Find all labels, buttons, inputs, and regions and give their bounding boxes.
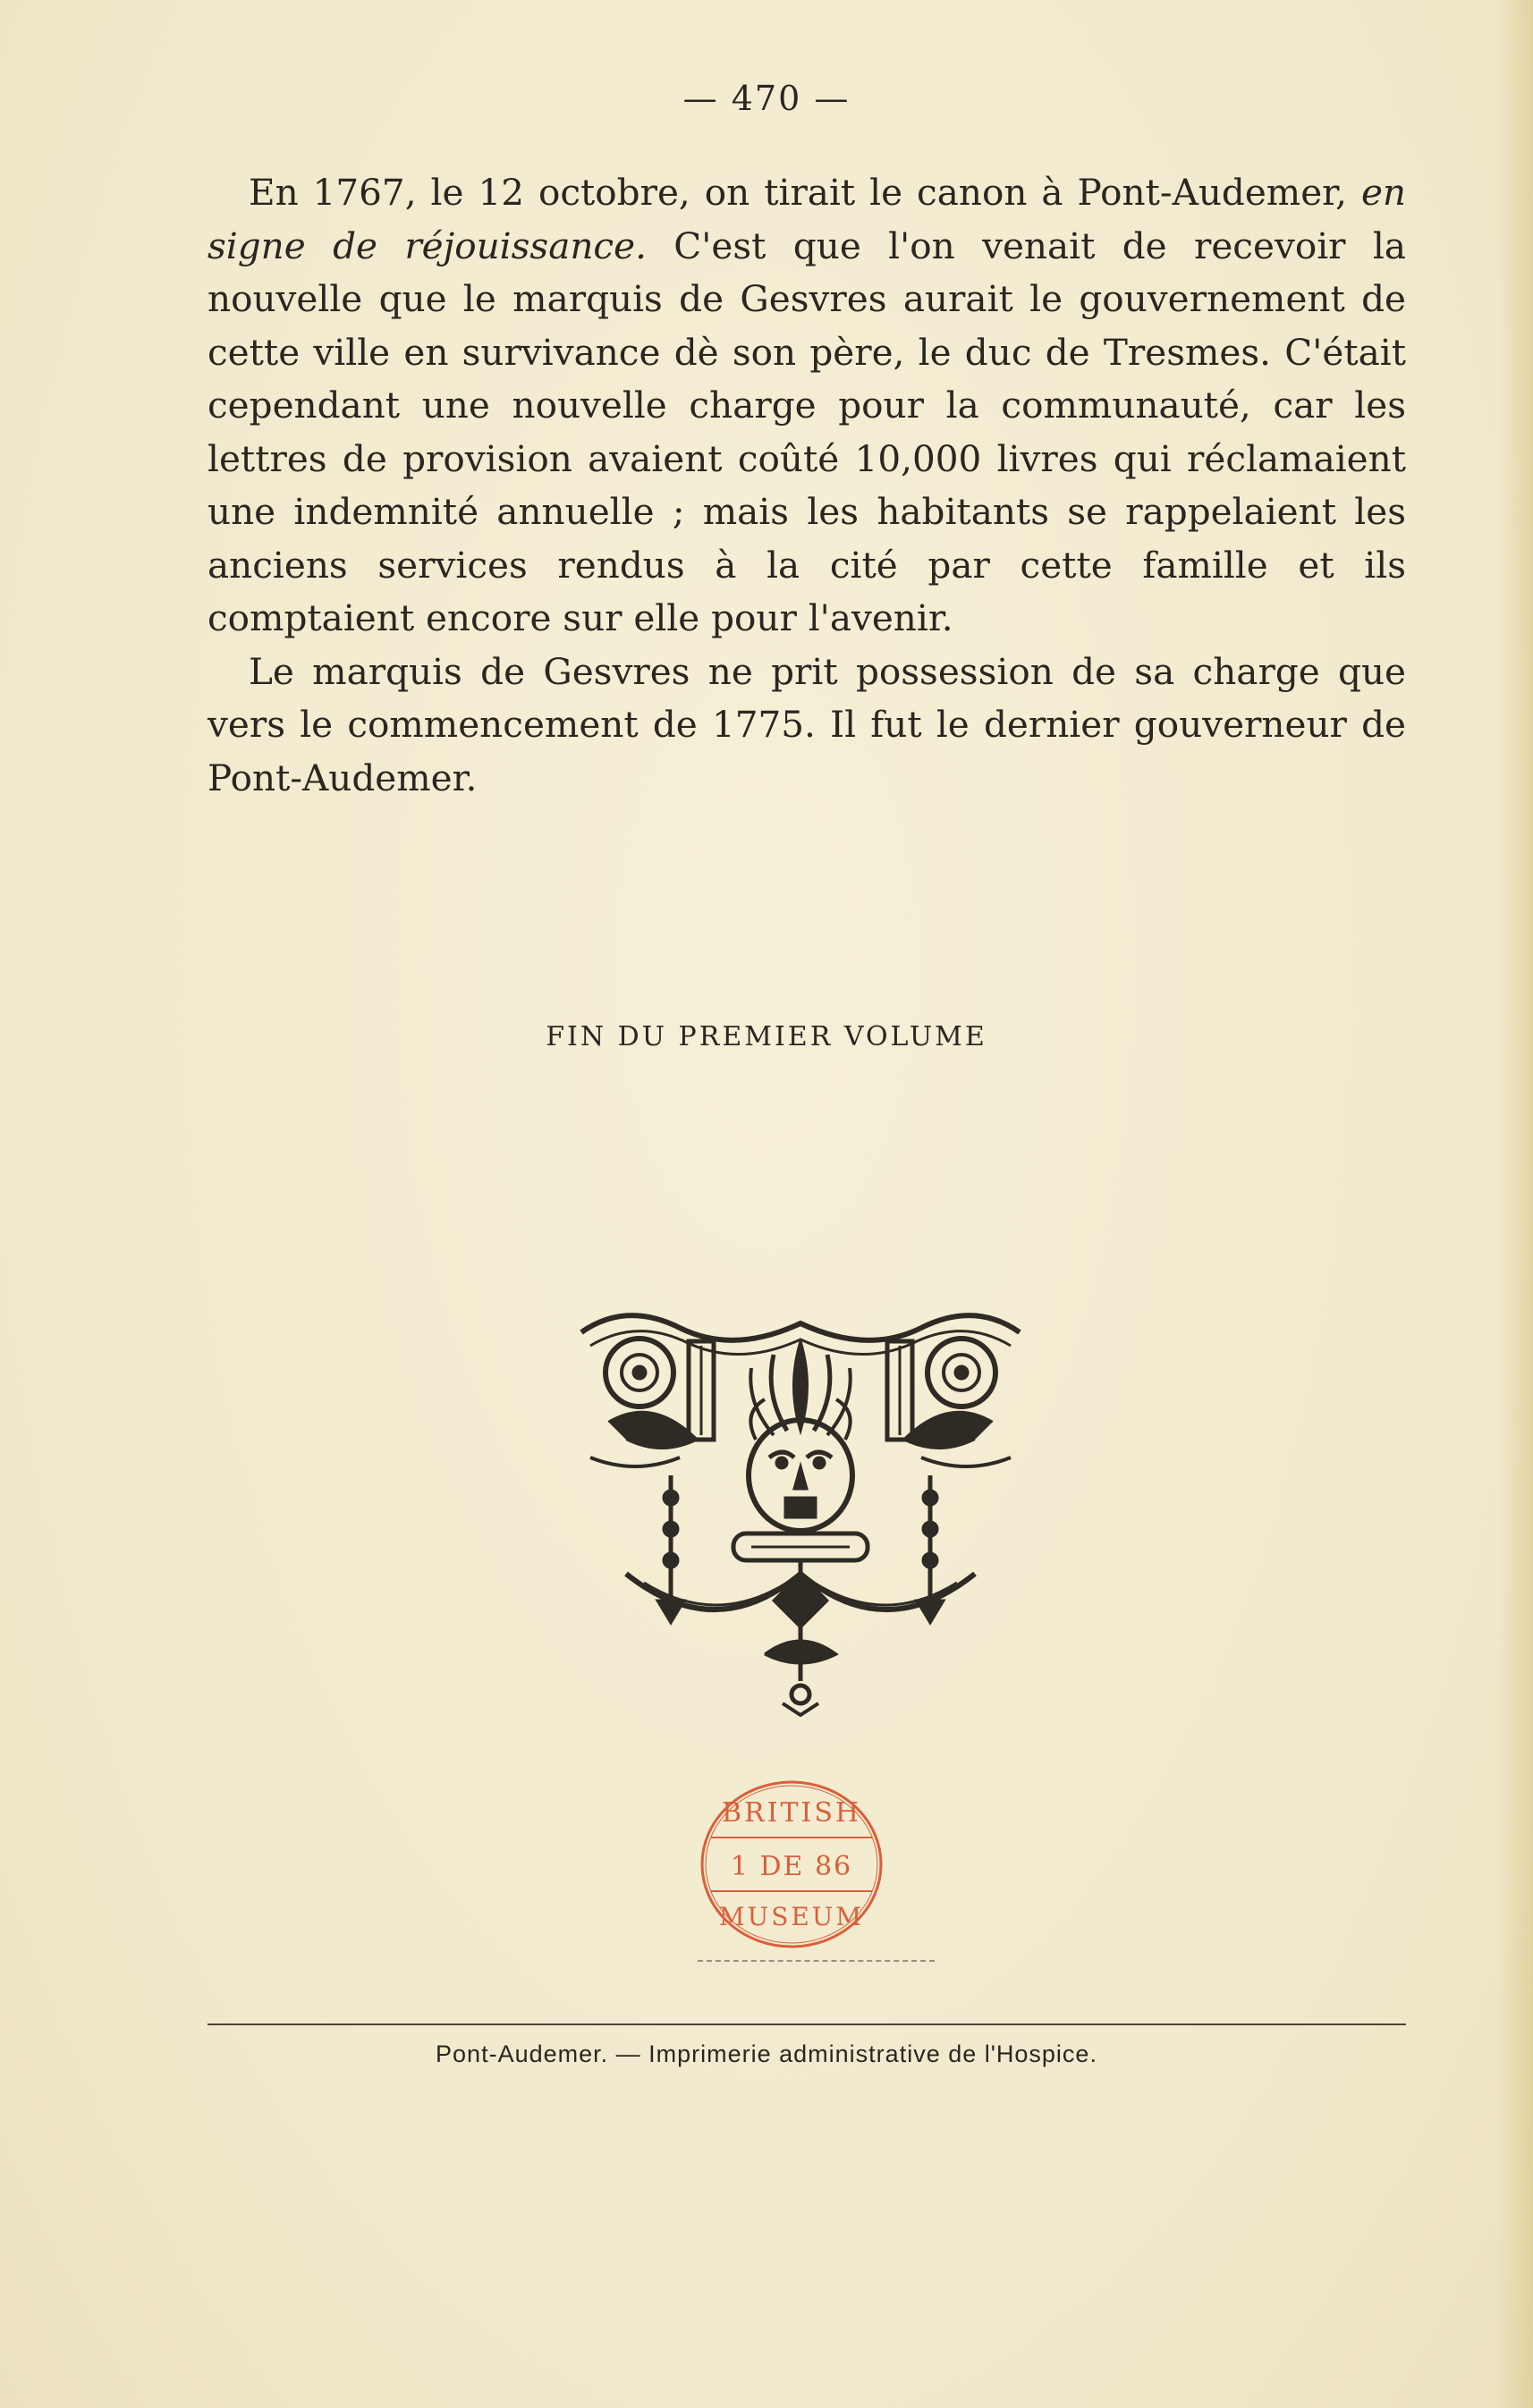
paragraph-1 (208, 166, 1406, 646)
fin-du-volume: FIN DU PREMIER VOLUME (546, 1021, 987, 1052)
stamp-underline (698, 1960, 935, 1962)
grotesque-mask-ornament-icon (572, 1305, 1029, 1717)
stamp-date-text: 1 DE 86 (730, 1851, 853, 1882)
stamp-top-text: BRITISH (721, 1797, 862, 1829)
body-text (208, 166, 1406, 805)
paragraph-1-italic: en signe de réjouissance. (208, 171, 1406, 267)
footer-rule (208, 2024, 1406, 2025)
paragraph-2: Le marquis de Gesvres ne prit possession de sa charge que vers le commencement de 1775. Il fut le dernier gouverneur de Pont-Audemer. (208, 649, 1406, 799)
paragraph-1-rest: C'est que l'on venait de recevoir la nouvelle que le marquis de Gesvres aurait le gouvernement de cette ville en survivance dè son père, le duc de Tresmes. C'était cependant une nouvelle charge pour la communauté, car les lettres de provision avaient coûté 10,000 livres qui réclamaient une indemnité annuelle ; mais les habitants se rappelaient les anciens services rendus à la cité par cette famille et ils comptaient encore sur elle pour l'avenir. (208, 224, 1406, 639)
stamp-bottom-text: MUSEUM (718, 1902, 865, 1931)
printer-footer: Pont-Audemer. — Imprimerie administrative de l'Hospice. (436, 2040, 1097, 2067)
page-number: — 470 — (682, 79, 851, 118)
british-museum-stamp-icon (693, 1775, 890, 1954)
paragraph-1-start: En 1767, le 12 octobre, on tirait le canon à Pont-Audemer, (249, 171, 1361, 214)
